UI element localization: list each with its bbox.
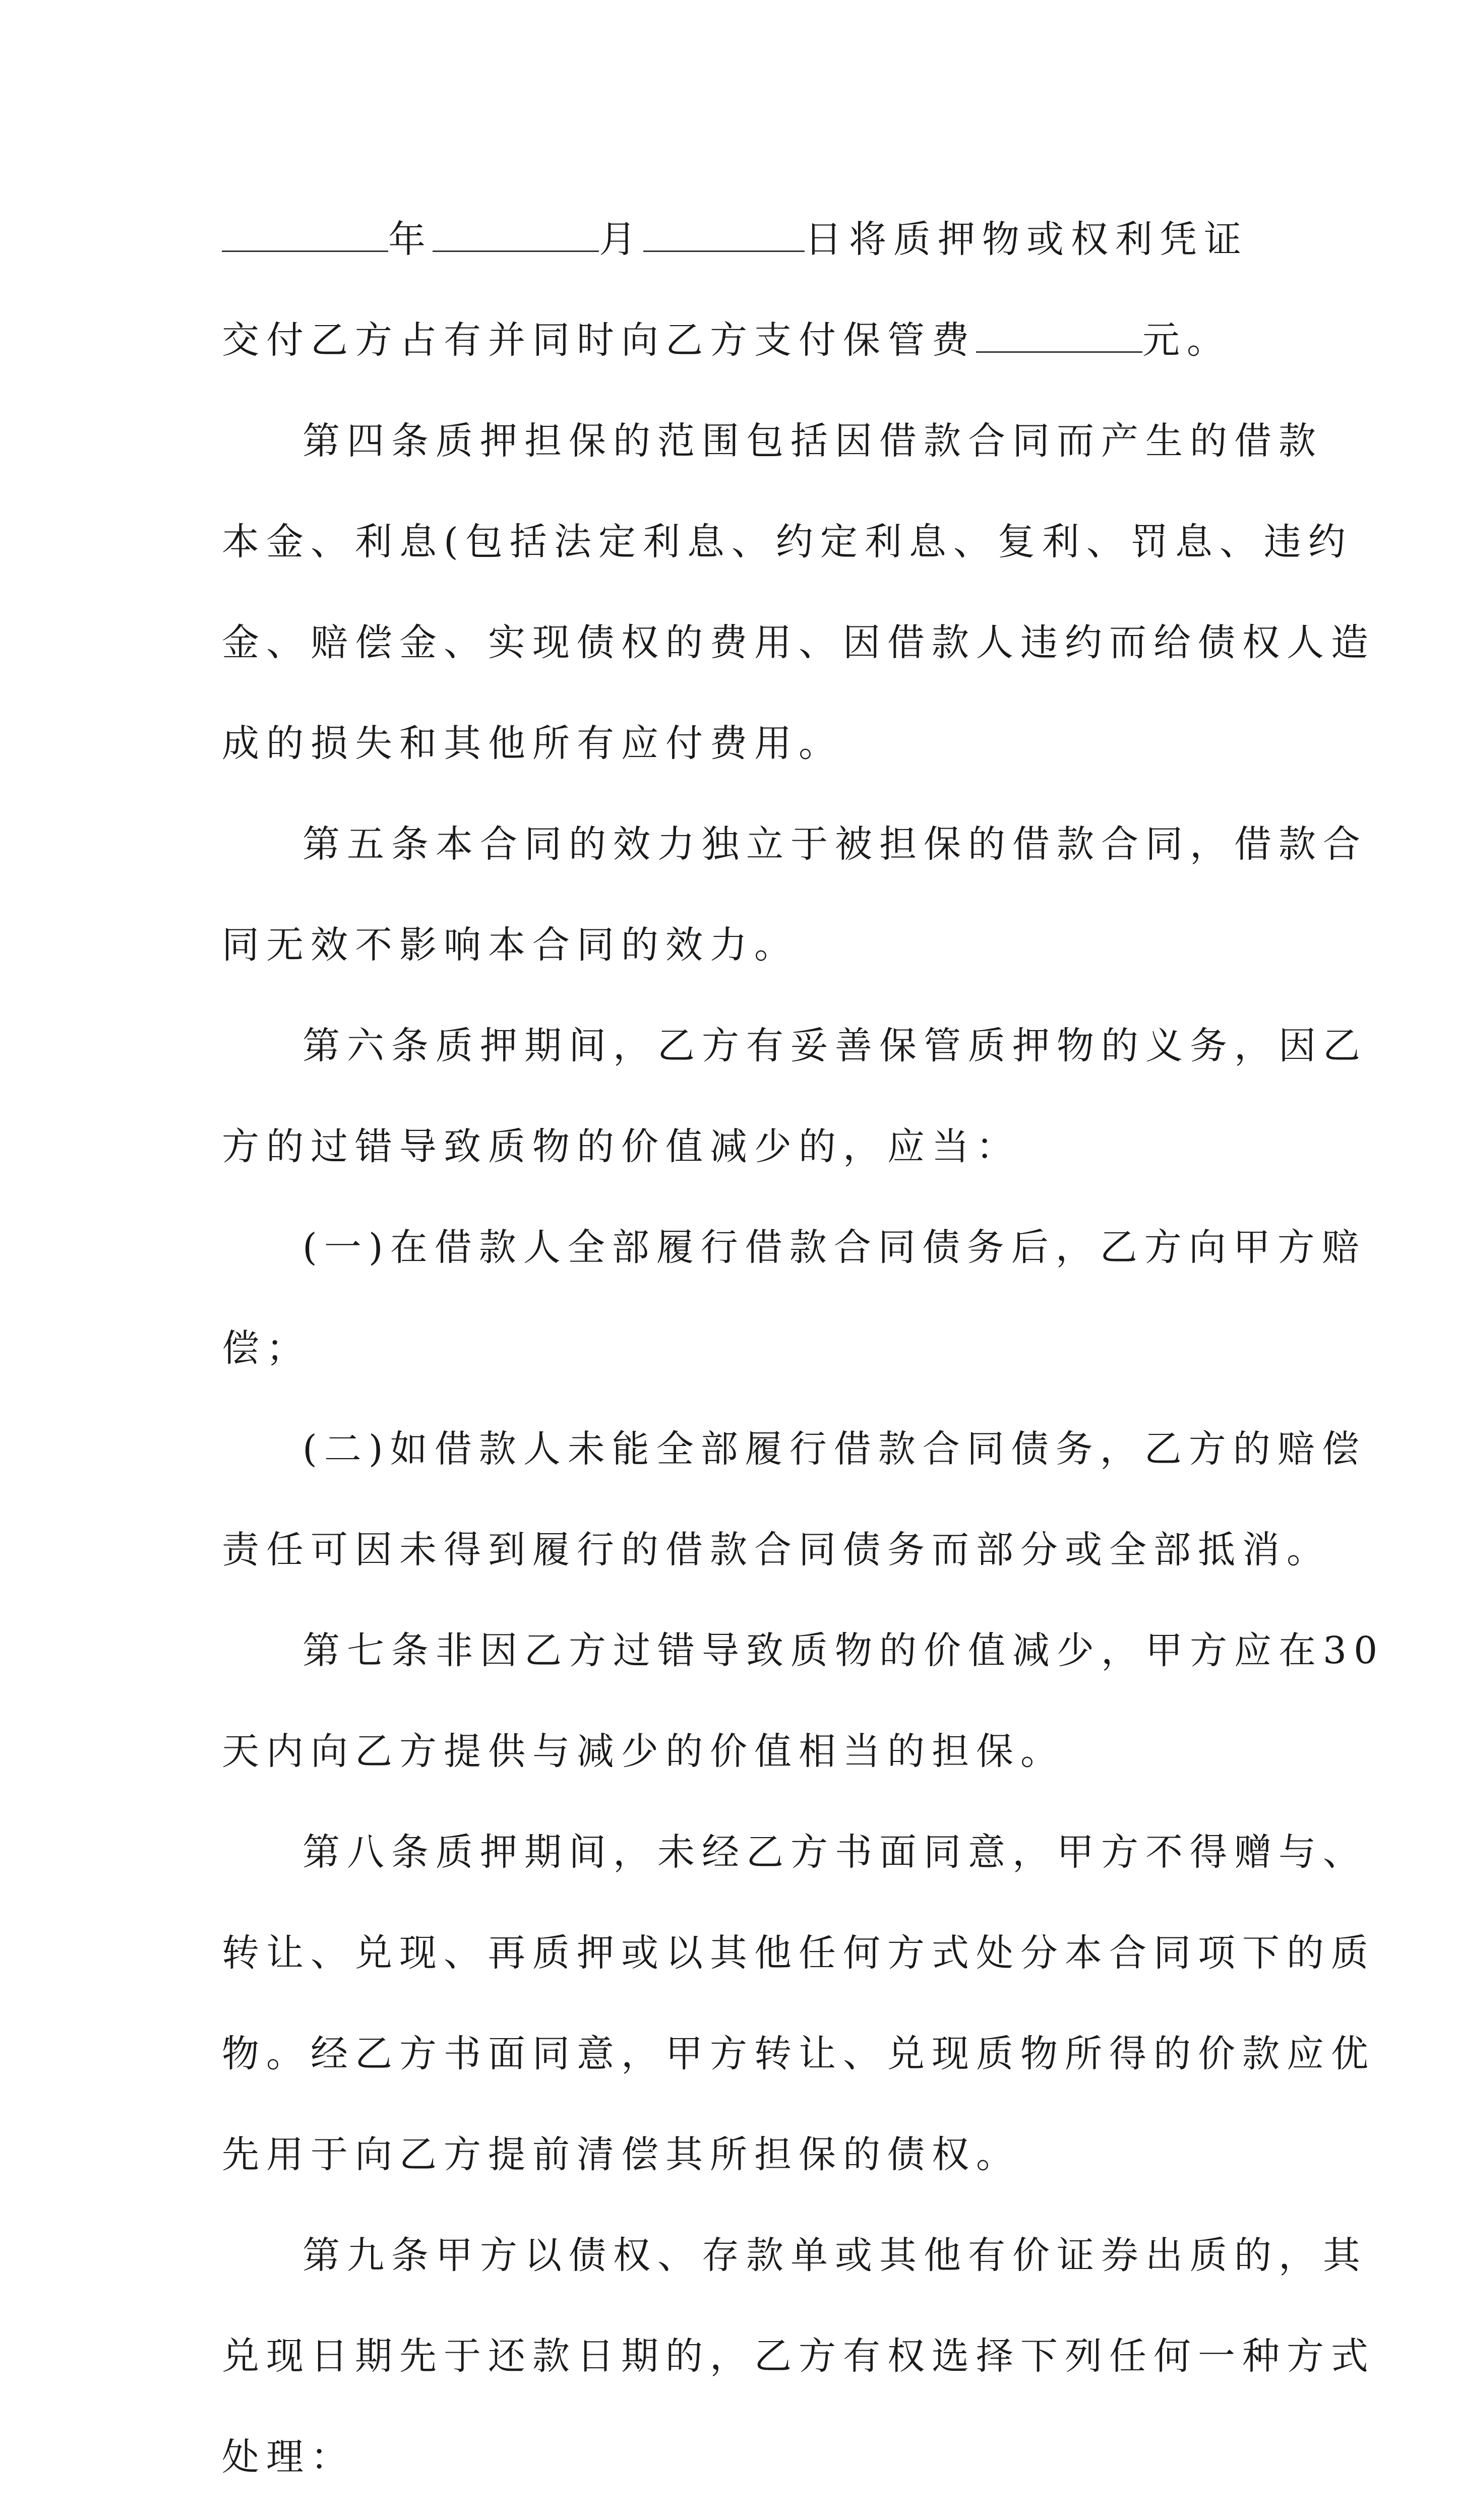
year-label: 年	[388, 218, 433, 261]
article-4-line-2: 本金、利息(包括法定利息、约定利息、复利、罚息、违约	[222, 520, 1353, 563]
article-9-item-1	[222, 2507, 1240, 2520]
article-7-line-2: 天内向乙方提供与减少的价值相当的担保。	[222, 1730, 1065, 1773]
article-5-line-1: 第五条本合同的效力独立于被担保的借款合同，借款合	[302, 823, 1367, 866]
article-9-line-1: 第九条甲方以债权、存款单或其他有价证券出质的，其	[302, 2234, 1367, 2277]
article-6-item-2-line-1: (二)如借款人未能全部履行借款合同债务，乙方的赔偿	[302, 1427, 1366, 1471]
fee-unit: 元。	[1142, 319, 1231, 362]
month-blank	[433, 209, 599, 252]
date-line	[222, 189, 1248, 290]
article-4-line-4: 成的损失和其他所有应付费用。	[222, 722, 843, 765]
article-5-line-2: 同无效不影响本合同的效力。	[222, 923, 799, 967]
article-6-line-2: 方的过错导致质物的价值减少的，应当：	[222, 1125, 1020, 1168]
article-8-line-1: 第八条质押期间，未经乙方书面同意，甲方不得赠与、	[302, 1831, 1367, 1874]
month-label: 月	[599, 218, 643, 261]
article-6-item-1-line-1: (一)在借款人全部履行借款合同债务后，乙方向甲方赔	[302, 1226, 1366, 1269]
article-6-item-1-line-2: 偿；	[222, 1327, 311, 1370]
day-blank	[643, 209, 805, 252]
article-9-line-3: 处理：	[222, 2435, 355, 2479]
article-8-line-3: 物。经乙方书面同意，甲方转让、兑现质物所得的价款应优	[222, 2032, 1375, 2075]
document-body	[222, 189, 1385, 2520]
article-6-line-1: 第六条质押期间，乙方有妥善保管质押物的义务，因乙	[302, 1024, 1367, 1067]
fee-clause: 交付乙方占有并同时向乙方支付保管费	[222, 319, 976, 362]
article-8-line-2: 转让、兑现、再质押或以其他任何方式处分本合同项下的质	[222, 1931, 1375, 1975]
fee-blank	[976, 310, 1142, 353]
article-9-line-2: 兑现日期先于还款日期的，乙方有权选择下列任何一种方式	[222, 2335, 1375, 2378]
day-clause: 日将质押物或权利凭证	[805, 218, 1248, 261]
article-6-item-2-line-2: 责任可因未得到履行的借款合同债务而部分或全部抵消。	[222, 1528, 1331, 1571]
article-8-line-4: 先用于向乙方提前清偿其所担保的债权。	[222, 2133, 1020, 2176]
article-4-line-1: 第四条质押担保的范围包括因借款合同而产生的借款	[302, 419, 1323, 463]
article-7-line-1: 第七条非因乙方过错导致质物的价值减少，甲方应在30	[302, 1629, 1385, 1672]
article-4-line-3: 金、赔偿金、实现债权的费用、因借款人违约而给债权人造	[222, 621, 1375, 664]
fee-line	[222, 290, 1240, 391]
year-blank	[222, 209, 388, 252]
